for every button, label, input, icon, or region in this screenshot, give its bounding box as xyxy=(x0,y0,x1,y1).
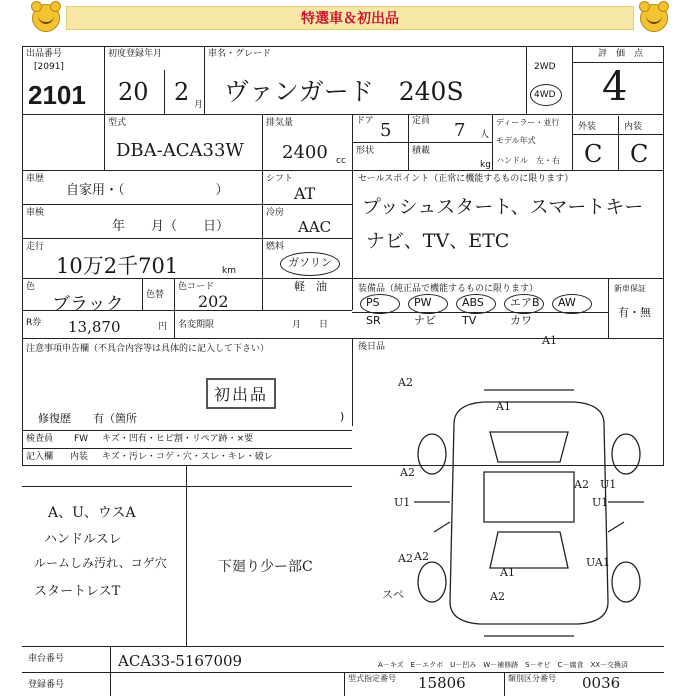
fuel-diesel: 軽 油 xyxy=(294,280,327,293)
tax-value: 13,870 xyxy=(68,318,121,336)
first-listing-stamp: 初出品 xyxy=(206,378,276,409)
equip-item: ABS xyxy=(462,296,484,309)
reg-no-label: 登録番号 xyxy=(28,680,65,690)
repair-label: 修復歴 有（箇所 xyxy=(38,412,137,425)
color-label: 色 xyxy=(26,282,36,292)
lot-number: 2101 xyxy=(28,80,86,110)
name-value: ヴァンガード 240S xyxy=(224,77,464,106)
damage-mark: U1 xyxy=(592,496,609,509)
color-code-value: 202 xyxy=(198,292,229,311)
model-year-label: モデル年式 xyxy=(496,136,536,145)
damage-mark: A1 xyxy=(500,566,515,579)
equip-circle xyxy=(504,294,544,314)
capacity-value: 7 xyxy=(454,120,466,141)
load-label: 積載 xyxy=(412,146,431,156)
color-no-label: 色替 xyxy=(146,290,165,300)
check-interior: 内装 xyxy=(70,452,89,462)
check-row1: キズ・凹有・ヒビ割・リペア跡・×要 xyxy=(102,434,254,444)
class-label: 類別区分番号 xyxy=(508,674,556,683)
check-label: 検査員 xyxy=(26,434,54,444)
load-unit: kg xyxy=(480,160,491,170)
reg-label: 初度登録年月 xyxy=(108,49,163,59)
displacement-value: 2400 xyxy=(282,142,328,163)
model-value: DBA-ACA33W xyxy=(116,140,244,161)
equip-item: TV xyxy=(462,314,477,327)
door-label: ドア xyxy=(356,116,374,126)
interior-label: 内装 xyxy=(624,122,643,132)
equip-item: PW xyxy=(414,296,432,309)
damage-mark: A1 xyxy=(496,400,511,413)
interior-value: C xyxy=(630,140,649,168)
drive-4wd: 4WD xyxy=(534,90,556,100)
new-warranty-value: 有・無 xyxy=(618,306,651,319)
check-row2: キズ・汚レ・コゲ・穴・スレ・キレ・破レ xyxy=(102,452,273,462)
handle-label: ハンドル 左・右 xyxy=(496,156,560,165)
color-value: ブラック xyxy=(52,294,124,315)
transfer-label: 名変期限 xyxy=(178,320,215,330)
remark-4: スタートレスT xyxy=(34,584,121,599)
points-line1: プッシュスタート、スマートキー xyxy=(362,196,644,218)
aircon-label: 冷房 xyxy=(266,208,285,218)
reg-month-suffix: 月 xyxy=(194,100,204,110)
score-label: 評 価 点 xyxy=(598,49,644,59)
equip-item: エアB xyxy=(510,296,540,309)
damage-mark: A2 xyxy=(400,466,415,479)
chassis-value: ACA33-5167009 xyxy=(118,652,243,670)
equip-item: AW xyxy=(558,296,576,309)
inspection-label: 車検 xyxy=(26,208,45,218)
history-value: 自家用・（ ） xyxy=(66,183,229,198)
color-code-label: 色コード xyxy=(178,282,215,292)
record-label: 記入欄 xyxy=(26,452,54,462)
drive-4wd-circle xyxy=(530,84,562,106)
equip-item: SR xyxy=(366,314,381,327)
equip-item: PS xyxy=(366,296,380,309)
lot-sub: [2091] xyxy=(34,62,64,72)
exterior-label: 外装 xyxy=(578,122,597,132)
equip-item: ナビ xyxy=(414,314,436,327)
lot-label: 出品番号 xyxy=(26,49,63,59)
tax-label: R券 xyxy=(26,318,42,328)
chassis-label: 車台番号 xyxy=(28,654,65,664)
damage-mark: UA1 xyxy=(586,556,610,569)
model-label: 型式 xyxy=(108,118,127,128)
drive-2wd: 2WD xyxy=(534,62,556,72)
dealer-label: ディーラー・並行 xyxy=(496,118,560,127)
fuel-label: 燃料 xyxy=(266,242,285,252)
equip-circle xyxy=(408,294,448,314)
mileage-value: 10万2千701 xyxy=(56,254,179,278)
delivery-label: 後日品 xyxy=(358,342,386,352)
spec-label: 型式指定番号 xyxy=(348,674,396,683)
remark-2: ハンドルスレ xyxy=(44,532,122,547)
mileage-unit: km xyxy=(222,266,236,276)
damage-mark: U1 xyxy=(394,496,411,509)
damage-mark: A2 xyxy=(574,478,589,491)
new-warranty-label: 新車保証 xyxy=(614,284,646,293)
equip-circle xyxy=(552,294,592,314)
fuel-gas-circle xyxy=(280,252,340,276)
exterior-value: C xyxy=(584,140,603,168)
equip-circle xyxy=(360,294,400,314)
damage-mark: A1 xyxy=(542,334,557,347)
banner-title: 特選車＆初出品 xyxy=(301,11,399,27)
reg-month: 2 xyxy=(174,78,190,106)
door-value: 5 xyxy=(380,120,392,141)
reg-year: 20 xyxy=(118,78,149,106)
shape-label: 形状 xyxy=(356,146,375,156)
damage-mark: A2 xyxy=(398,552,413,565)
auction-sheet xyxy=(22,46,664,696)
aircon-value: AAC xyxy=(298,218,332,236)
fuel-gas: ガソリン xyxy=(288,256,332,269)
damage-mark: A2 xyxy=(398,376,413,389)
displacement-label: 排気量 xyxy=(266,118,294,128)
equip-circle xyxy=(456,294,496,314)
remark-5: 下廻り少ー部C xyxy=(218,559,313,575)
damage-mark: U1 xyxy=(600,478,617,491)
points-line2: ナビ、TV、ETC xyxy=(366,230,510,252)
remark-3: ルームしみ汚れ、コゲ穴 xyxy=(34,556,167,570)
damage-legend: A－キズ E－エクボ U－凹み W－補修跡 S－サビ C－腐食 XX－交換済 xyxy=(378,661,629,669)
capacity-unit: 人 xyxy=(480,130,490,140)
name-label: 車名・グレード xyxy=(208,49,272,59)
spec-value: 15806 xyxy=(418,674,466,692)
points-label: セールスポイント（正常に機能するものに限ります） xyxy=(358,174,574,184)
history-label: 車歴 xyxy=(26,174,45,184)
notes-label: 注意事項申告欄（不具合内容等は具体的に記入して下さい） xyxy=(26,344,270,354)
remark-1: A、U、ウスA xyxy=(48,505,136,521)
inspection-value: 年 月（ 日） xyxy=(112,219,230,234)
equip-label: 装備品（純正品で機能するものに限ります） xyxy=(358,284,539,294)
damage-mark: A2 xyxy=(490,590,505,603)
check-fw: FW xyxy=(74,434,89,444)
score-value: 4 xyxy=(602,64,628,110)
shift-value: AT xyxy=(294,184,316,203)
class-value: 0036 xyxy=(582,674,621,692)
shift-label: シフト xyxy=(266,174,294,184)
transfer-value: 月 日 xyxy=(292,320,329,330)
damage-mark: A2 xyxy=(414,550,429,563)
mileage-label: 走行 xyxy=(26,242,45,252)
damage-mark: スペ xyxy=(382,588,404,601)
repair-close: ) xyxy=(340,410,345,423)
equip-item: カワ xyxy=(510,314,532,327)
car-damage-diagram xyxy=(394,382,664,644)
tax-unit: 円 xyxy=(158,322,168,332)
capacity-label: 定員 xyxy=(412,116,431,126)
displacement-unit: cc xyxy=(336,156,346,166)
